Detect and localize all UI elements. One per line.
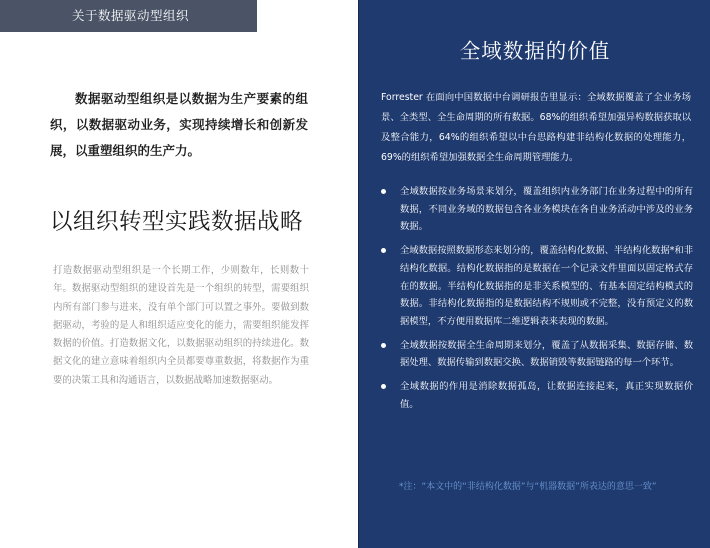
bullet-text: 全域数据的作用是消除数据孤岛，让数据连接起来，真正实现数据价值。 (400, 381, 693, 410)
section-tag: 关于数据驱动型组织 (0, 0, 257, 32)
bullet-dot-icon (381, 384, 386, 389)
section-heading: 以组织转型实践数据战略 (50, 209, 304, 235)
intro-paragraph: 数据驱动型组织是以数据为生产要素的组织，以数据驱动业务，实现持续增长和创新发展，以重塑组织的生产力。 (50, 91, 308, 158)
bullet-item (381, 378, 693, 413)
bullet-text: 全域数据按照数据形态来划分的，覆盖结构化数据、半结构化数据*和非结构化数据。结构化数据指的是数据在一个记录文件里面以固定格式存在的数据。半结构化数据指的是非关系模型的、有基本固定结构模式的数据。非结构化数据指的是数据结构不规则或不完整，没有预定义的数据模型，不方便用数据库二维逻辑表来表现的数据。 (400, 245, 693, 327)
bullet-text: 全域数据按业务场景来划分，覆盖组织内业务部门在业务过程中的所有数据，不同业务域的数据包含各业务模块在各自业务活动中涉及的业务数据。 (400, 186, 693, 233)
right-panel (358, 0, 710, 548)
body-paragraph: 打造数据驱动型组织是一个长期工作，少则数年，长则数十年。数据驱动型组织的建设首先是一个组织的转型，需要组织内所有部门参与进来，没有单个部门可以置之事外。要做到数据驱动，考验的是人和组织适应变化的能力，需要组织能发挥数据的价值。打造数据文化，以数据驱动组织的持续进化。数据文化的建立意味着组织内全员都要尊重数据，将数据作为重要的决策工具和沟通语言，以数据战略加速数据驱动。 (53, 265, 309, 386)
bullet-item (381, 183, 693, 236)
bullet-text: 全域数据按数据全生命周期来划分，覆盖了从数据采集、数据存储、数据处理、数据传输到数据交换、数据销毁等数据链路的每一个环节。 (400, 339, 693, 369)
bullet-dot-icon (381, 189, 386, 194)
panel-title: 全域数据的价值 (459, 39, 611, 63)
bullet-list (381, 183, 693, 419)
footnote: *注：“本文中的“非结构化数据”与“机器数据”所表达的意思一致” (399, 482, 657, 492)
bullet-dot-icon (381, 248, 386, 253)
panel-intro: Forrester 在面向中国数据中台调研报告里显示：全域数据覆盖了全业务场景、全类型、全生命周期的所有数据。68%的组织希望加强异构数据获取以及整合能力，64%的组织希望以中台思路构建非结构化数据的处理能力，69%的组织希望加强数据全生命周期管理能力。 (381, 92, 691, 163)
bullet-dot-icon (381, 343, 386, 348)
bullet-item (381, 242, 693, 331)
bullet-item (381, 337, 693, 372)
